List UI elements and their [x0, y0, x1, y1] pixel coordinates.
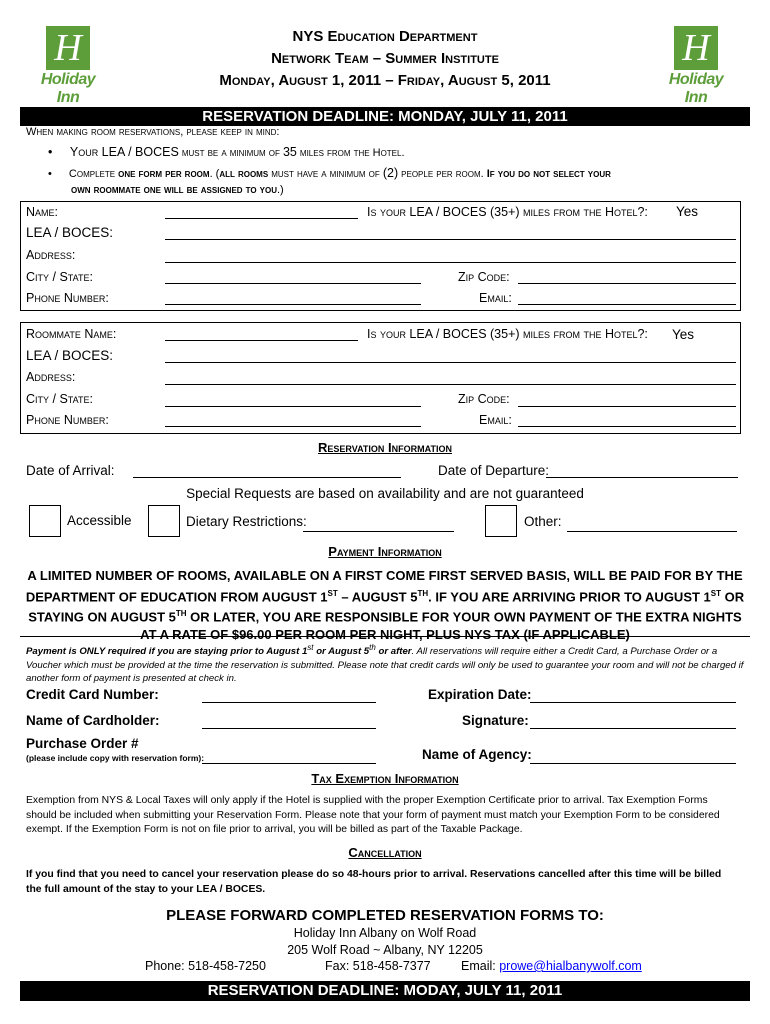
reservation-info-title: Reservation Information [318, 440, 452, 455]
purchase-order-label: Purchase Order # [26, 736, 139, 751]
guest-phone-field[interactable] [165, 304, 421, 305]
payment-info-title: Payment Information [328, 544, 442, 559]
payment-divider [20, 636, 750, 637]
guest-zip-label: Zip Code: [458, 270, 510, 284]
guest-name-label: Name: [26, 205, 59, 219]
guest-lea-field[interactable] [165, 239, 736, 240]
tax-exemption-title: Tax Exemption Information [311, 771, 459, 786]
guest-address-field[interactable] [165, 262, 736, 263]
roommate-zip-label: Zip Code: [458, 392, 510, 406]
roommate-phone-field[interactable] [165, 426, 421, 427]
guest-address-label: Address: [26, 248, 76, 262]
guest-distance-question: Is your LEA / BOCES (35+) miles from the Hotel?: [367, 205, 648, 219]
forward-phone: Phone: 518-458-7250 [145, 959, 266, 973]
forward-email-link[interactable]: prowe@hialbanywolf.com [499, 959, 642, 973]
credit-card-label: Credit Card Number: [26, 687, 159, 702]
logo-mark: H [674, 26, 718, 70]
other-field[interactable] [567, 531, 737, 532]
forward-address: 205 Wolf Road ~ Albany, NY 12205 [287, 943, 483, 957]
forward-email: Email: prowe@hialbanywolf.com [461, 959, 642, 973]
logo-mark: H [46, 26, 90, 70]
roommate-name-field[interactable] [165, 340, 358, 341]
guest-zip-field[interactable] [518, 283, 736, 284]
note-bullet-2-cont: own roommate one will be assigned to you.) [71, 184, 284, 196]
agency-field[interactable] [530, 763, 736, 764]
bullet-icon: • [48, 168, 52, 180]
cancellation-title: Cancellation [348, 845, 422, 860]
deadline-banner-bottom: RESERVATION DEADLINE: MODAY, JULY 11, 2011 [20, 981, 750, 1001]
roommate-city-label: City / State: [26, 392, 93, 406]
header-dates: Monday, August 1, 2011 – Friday, August 5, 2011 [219, 72, 551, 89]
roommate-email-label: Email: [479, 413, 512, 427]
logo-text: Holiday Inn [40, 71, 96, 106]
arrival-field[interactable] [133, 477, 401, 478]
special-requests-note: Special Requests are based on availability and are not guaranteed [186, 486, 584, 501]
other-checkbox[interactable] [485, 505, 517, 537]
guest-email-field[interactable] [518, 304, 736, 305]
cardholder-label: Name of Cardholder: [26, 713, 160, 728]
departure-label: Date of Departure: [438, 463, 550, 478]
notes-intro: When making room reservations, please keep in mind: [26, 126, 280, 138]
header-event: Network Team – Summer Institute [271, 50, 499, 67]
payment-fine-print: Payment is ONLY required if you are staying prior to August 1st or August 5th or after. All reservations will require either a Credit Card, a Purchase Order or a Voucher which must be provided at the time the reservation is submitted. Please note that credit cards will only be used to guarantee your room and will not be charged if another form of payment is presented at check in. [26, 643, 744, 685]
forward-hotel: Holiday Inn Albany on Wolf Road [293, 926, 477, 940]
roommate-lea-field[interactable] [165, 362, 736, 363]
guest-phone-label: Phone Number: [26, 291, 109, 305]
roommate-phone-label: Phone Number: [26, 413, 109, 427]
arrival-label: Date of Arrival: [26, 463, 115, 478]
roommate-address-field[interactable] [165, 384, 736, 385]
roommate-name-label: Roommate Name: [26, 327, 117, 341]
bullet-icon: • [48, 145, 53, 159]
dietary-checkbox[interactable] [148, 505, 180, 537]
roommate-address-label: Address: [26, 370, 76, 384]
purchase-order-note: (please include copy with reservation form): [26, 753, 205, 763]
dietary-field[interactable] [303, 531, 454, 532]
departure-field[interactable] [546, 477, 738, 478]
credit-card-field[interactable] [202, 702, 376, 703]
signature-label: Signature: [462, 713, 529, 728]
roommate-lea-label: LEA / BOCES: [26, 348, 114, 363]
guest-lea-label: LEA / BOCES: [26, 225, 114, 240]
dietary-label: Dietary Restrictions: [186, 514, 307, 529]
roommate-zip-field[interactable] [518, 406, 736, 407]
cancellation-text: If you find that you need to cancel your reservation please do so 48-hours prior to arrival. Reservations cancelled after this time will be billed the full amount of the stay to your LEA / BOCES. [26, 869, 722, 895]
tax-exemption-text: Exemption from NYS & Local Taxes will only apply if the Hotel is supplied with the proper Exemption Certificate prior to arrival. Tax Exemption Forms should be included when submitting your Reservation Form. Please note that your form of payment must match your Exemption Form to be considered exempt. If the Exemption Form is not on file prior to arrival, you will be billed as part of the Taxable Package. [26, 795, 720, 835]
logo-text: Holiday Inn [668, 71, 724, 106]
roommate-email-field[interactable] [518, 426, 736, 427]
guest-city-field[interactable] [165, 283, 421, 284]
guest-distance-answer[interactable]: Yes [676, 204, 699, 219]
header-department: NYS Education Department [292, 28, 478, 45]
agency-label: Name of Agency: [422, 747, 532, 762]
forward-fax: Fax: 518-458-7377 [325, 959, 431, 973]
accessible-label: Accessible [67, 513, 132, 528]
roommate-city-field[interactable] [165, 406, 421, 407]
guest-city-label: City / State: [26, 270, 93, 284]
deadline-banner-top: RESERVATION DEADLINE: MONDAY, JULY 11, 2011 [20, 107, 750, 126]
guest-name-field[interactable] [165, 218, 358, 219]
roommate-distance-question: Is your LEA / BOCES (35+) miles from the Hotel?: [367, 327, 648, 341]
expiration-field[interactable] [530, 702, 736, 703]
note-bullet-2: • Complete one form per room. (all rooms must have a minimum of (2) people per room. If you do not select your [48, 166, 611, 180]
payment-notice: A LIMITED NUMBER OF ROOMS, AVAILABLE ON A FIRST COME FIRST SERVED BASIS, WILL BE PAID FOR BY THE DEPARTMENT OF EDUCATION FROM AUGUST 1ST – AUGUST 5TH. IF YOU ARE ARRIVING PRIOR TO AUGUST 1ST OR STAYING ON AUGUST 5TH OR LATER, YOU ARE RESPONSIBLE FOR YOUR OWN PAYMENT OF THE EXTRA NIGHTS AT A RATE OF $96.00 PER ROOM PER NIGHT, PLUS NYS TAX (IF APPLICABLE) [25, 568, 745, 643]
guest-email-label: Email: [479, 291, 512, 305]
other-label: Other: [524, 514, 562, 529]
purchase-order-field[interactable] [202, 763, 376, 764]
cardholder-field[interactable] [202, 728, 376, 729]
signature-field[interactable] [530, 728, 736, 729]
note-bullet-1: • Your LEA / BOCES must be a minimum of 35 miles from the Hotel. [48, 145, 405, 159]
expiration-label: Expiration Date: [428, 687, 532, 702]
roommate-distance-answer[interactable]: Yes [672, 327, 695, 342]
forward-title: PLEASE FORWARD COMPLETED RESERVATION FORMS TO: [166, 907, 604, 924]
accessible-checkbox[interactable] [29, 505, 61, 537]
